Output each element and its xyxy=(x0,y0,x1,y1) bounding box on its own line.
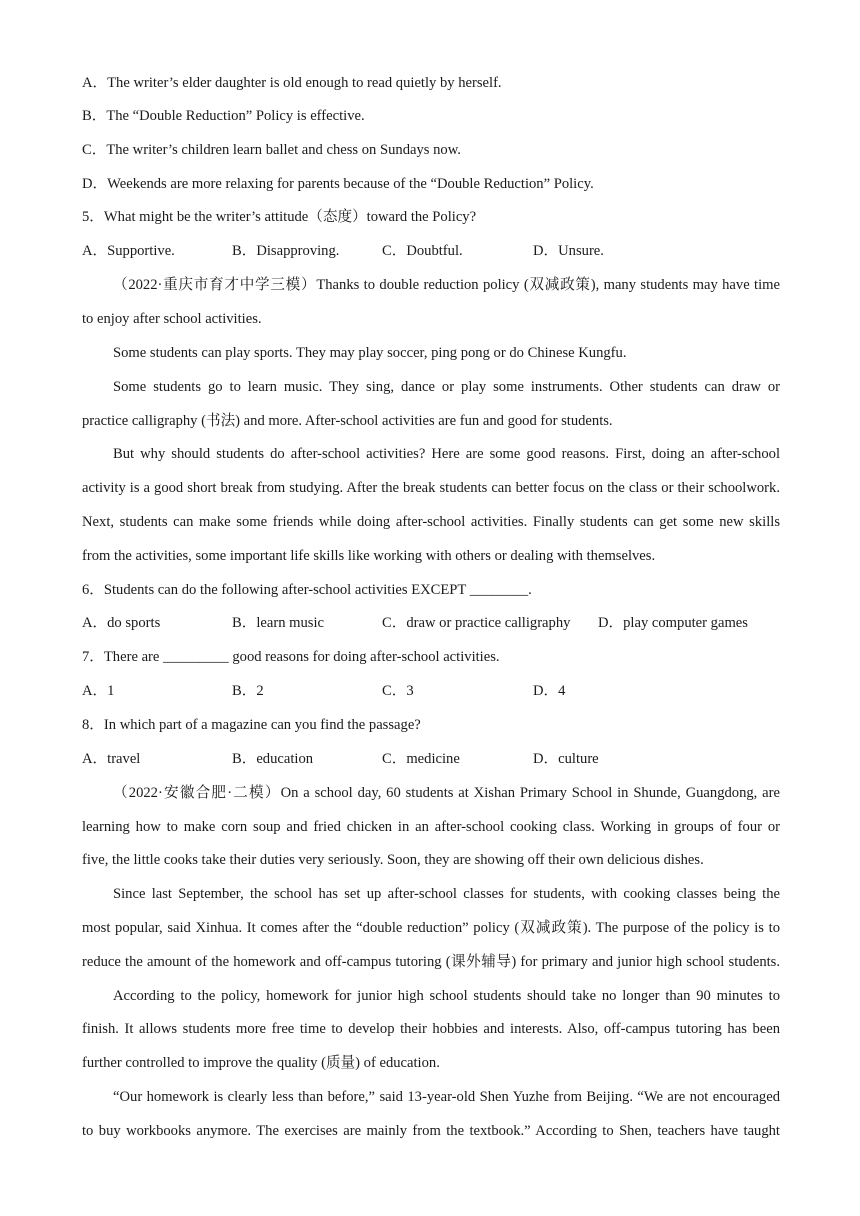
q6-option-d: D．play computer games xyxy=(598,615,748,631)
q8-options xyxy=(82,749,802,769)
passage3-p1-line3: five, the little cooks take their duties very seriously. Soon, they are showing off their own delicious dishes. xyxy=(82,852,704,868)
q5-option-b: B．Disapproving. xyxy=(232,243,340,259)
passage3-p4-line2: to buy workbooks anymore. The exercises are mainly from the textbook.” According to Shen, teachers have taught xyxy=(82,1123,780,1139)
q6-options xyxy=(82,613,802,633)
passage3-p2-line3: reduce the amount of the homework and off-campus tutoring (课外辅导) for primary and junior high school students. xyxy=(82,954,780,970)
q5-options xyxy=(82,241,802,261)
passage2-p1-line1: （2022·重庆市育才中学三模）Thanks to double reduction policy (双减政策), many students may have time xyxy=(113,277,780,293)
q4-option-a: A．The writer’s elder daughter is old enough to read quietly by herself. xyxy=(82,75,502,91)
passage2-p3-line2: practice calligraphy (书法) and more. After-school activities are fun and good for students. xyxy=(82,413,613,429)
q7-option-d: D．4 xyxy=(533,683,566,699)
passage2-p2: Some students can play sports. They may play soccer, ping pong or do Chinese Kungfu. xyxy=(113,345,627,361)
passage2-p4-line1: But why should students do after-school activities? Here are some good reasons. First, doing an after-school xyxy=(113,446,780,462)
q5-option-d: D．Unsure. xyxy=(533,243,604,259)
q8-option-c: C．medicine xyxy=(382,751,460,767)
q8-stem: 8．In which part of a magazine can you find the passage? xyxy=(82,717,421,733)
q7-option-b: B．2 xyxy=(232,683,264,699)
passage2-p4-line4: from the activities, some important life skills like working with others or dealing with themselves. xyxy=(82,548,656,564)
passage2-p4-line2: activity is a good short break from studying. After the break students can better focus on the class or their schoolwork. xyxy=(82,480,780,496)
q8-option-d: D．culture xyxy=(533,751,599,767)
passage2-p4-line3: Next, students can make some friends while doing after-school activities. Finally students can get some new skills xyxy=(82,514,780,530)
passage3-p4-line1: “Our homework is clearly less than before,” said 13-year-old Shen Yuzhe from Beijing. “We are not encouraged xyxy=(113,1089,780,1105)
q7-stem: 7．There are _________ good reasons for doing after-school activities. xyxy=(82,649,500,665)
q8-option-b: B．education xyxy=(232,751,314,767)
passage3-p2-line1: Since last September, the school has set up after-school classes for students, with cooking classes being the xyxy=(113,886,780,902)
q6-option-b: B．learn music xyxy=(232,615,325,631)
q7-option-c: C．3 xyxy=(382,683,414,699)
passage2-p3-line1: Some students go to learn music. They sing, dance or play some instruments. Other students can draw or xyxy=(113,379,780,395)
q6-stem: 6．Students can do the following after-school activities EXCEPT ________. xyxy=(82,582,532,598)
q4-option-c: C．The writer’s children learn ballet and chess on Sundays now. xyxy=(82,142,461,158)
passage3-p3-line1: According to the policy, homework for junior high school students should take no longer than 90 minutes to xyxy=(113,988,780,1004)
passage3-p2-line2: most popular, said Xinhua. It comes after the “double reduction” policy (双减政策). The purpose of the policy is to xyxy=(82,920,780,936)
q5-option-a: A．Supportive. xyxy=(82,243,175,259)
passage3-p3-line3: further controlled to improve the quality (质量) of education. xyxy=(82,1055,440,1071)
q7-option-a: A．1 xyxy=(82,683,115,699)
q5-stem: 5．What might be the writer’s attitude（态度）toward the Policy? xyxy=(82,209,477,225)
q5-option-c: C．Doubtful. xyxy=(382,243,463,259)
passage3-p1-line2: learning how to make corn soup and fried chicken in an after-school cooking class. Working in groups of four or xyxy=(82,819,780,835)
q4-option-d: D．Weekends are more relaxing for parents because of the “Double Reduction” Policy. xyxy=(82,176,594,192)
q6-option-a: A．do sports xyxy=(82,615,161,631)
passage3-p3-line2: finish. It allows students more free time to develop their hobbies and interests. Also, off-campus tutoring has been xyxy=(82,1021,780,1037)
passage2-p1-line2: to enjoy after school activities. xyxy=(82,311,262,327)
q6-option-c: C．draw or practice calligraphy xyxy=(382,615,571,631)
passage3-p1-line1: （2022·安徽合肥·二模）On a school day, 60 students at Xishan Primary School in Shunde, Guangdong, are xyxy=(113,785,780,801)
q7-options xyxy=(82,681,802,701)
q4-option-b: B．The “Double Reduction” Policy is effective. xyxy=(82,108,365,124)
q8-option-a: A．travel xyxy=(82,751,141,767)
